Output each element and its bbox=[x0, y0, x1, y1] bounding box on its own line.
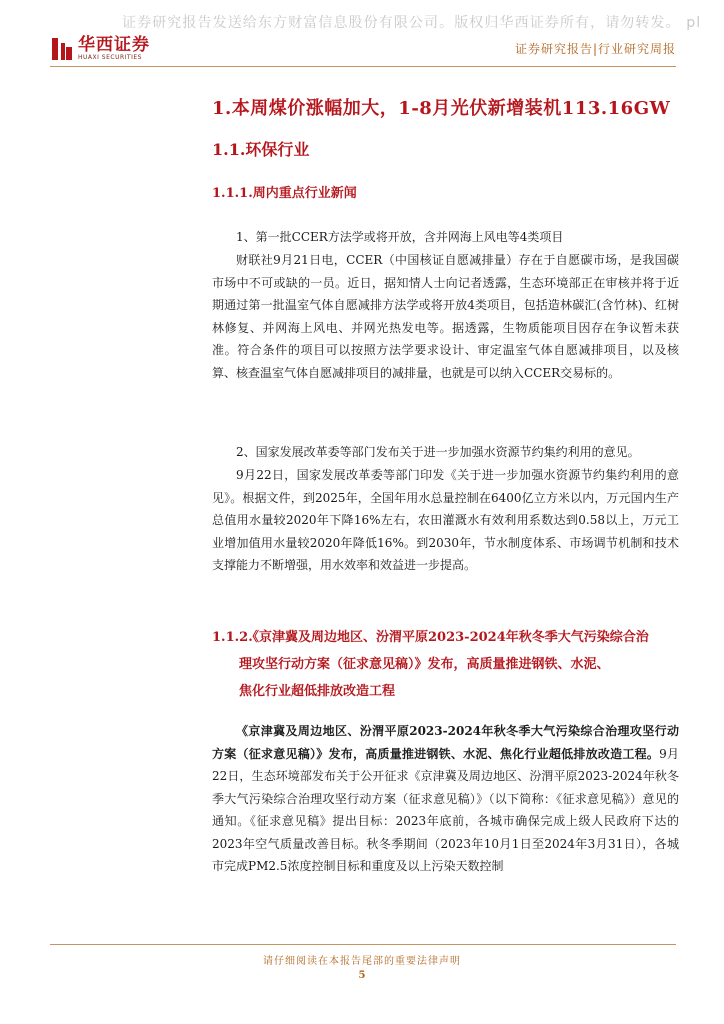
logo-icon bbox=[52, 38, 72, 60]
section-title-line-1: 《京津冀及周边地区、汾渭平原2023-2024年秋冬季大气污染综合治 bbox=[246, 630, 649, 645]
logo-name-en: HUAXI SECURITIES bbox=[78, 54, 142, 61]
news-2-headline: 2、国家发展改革委等部门发布关于进一步加强水资源节约集约利用的意见。 bbox=[236, 445, 640, 459]
company-logo bbox=[52, 36, 150, 62]
footer-divider bbox=[50, 944, 676, 945]
page-number: 5 bbox=[358, 970, 366, 981]
section-1-heading: 1.本周煤价涨幅加大，1-8月光伏新增装机113.16GW bbox=[212, 98, 671, 119]
header-divider bbox=[50, 66, 676, 67]
section-1-1-1-heading: 1.1.1.周内重点行业新闻 bbox=[212, 186, 357, 201]
section-title-line-3: 焦化行业超低排放改造工程 bbox=[239, 684, 396, 699]
news-3-body: 9月22日，生态环境部发布关于公开征求《京津冀及周边地区、汾渭平原2023-2024年秋冬季大气污染综合治理攻坚行动方案（征求意见稿）》（以下简称：《征求意见稿》）意见的通知。《征求意见稿》提出目标：2023年底前，各城市确保完成上级人民政府下达的2023年空气质量改善目标。秋冬季期间（2023年10月1日至2024年3月31日），各城市完成PM2.5浓度控制目标和重度及以上污染天数控制 bbox=[212, 746, 679, 873]
section-title-line-2: 理攻坚行动方案（征求意见稿）》发布，高质量推进钢铁、水泥、 bbox=[239, 657, 610, 672]
news-1-headline: 1、第一批CCER方法学或将开放，含并网海上风电等4类项目 bbox=[236, 230, 564, 244]
news-3-bold-lead: 《京津冀及周边地区、汾渭平原2023-2024年秋冬季大气污染综合治理攻坚行动方案（征求意见稿）》发布，高质量推进钢铁、水泥、焦化行业超低排放改造工程。 bbox=[212, 724, 679, 761]
legal-disclaimer: 请仔细阅读在本报告尾部的重要法律声明 bbox=[263, 956, 461, 967]
news-3-paragraph bbox=[212, 720, 679, 878]
news-1-body: 财联社9月21日电，CCER（中国核证自愿减排量）存在于自愿碳市场，是我国碳市场中不可或缺的一员。近日，据知情人士向记者透露，生态环境部正在审核并将于近期通过第一批温室气体自愿减排方法学或将开放4类项目，包括造林碳汇(含竹林)、红树林修复、并网海上风电、并网光热发电等。据透露，生物质能项目因存在争议暂未获准。符合条件的项目可以按照方法学要求设计、审定温室气体自愿减排项目，以及核算、核查温室气体自愿减排项目的减排量，也就是可以纳入CCER交易标的。 bbox=[212, 253, 679, 380]
report-type-label: 证券研究报告|行业研究周报 bbox=[514, 42, 676, 56]
watermark-text: 证券研究报告发送给东方财富信息股份有限公司。版权归华西证券所有，请勿转发。 pl bbox=[122, 15, 702, 31]
news-2-body: 9月22日，国家发展改革委等部门印发《关于进一步加强水资源节约集约利用的意见》。根据文件，到2025年，全国年用水总量控制在6400亿立方米以内，万元国内生产总值用水量较2020年下降16%左右，农田灌溉水有效利用系数达到0.58以上，万元工业增加值用水量较2020年降低16%。到2030年，节水制度体系、市场调节机制和技术支撑能力不断增强，用水效率和效益进一步提高。 bbox=[212, 468, 679, 572]
section-1-1-heading: 1.1.环保行业 bbox=[212, 140, 310, 159]
section-1-1-2-heading bbox=[212, 624, 700, 705]
logo-name-cn: 华西证券 bbox=[78, 35, 150, 55]
section-number: 1.1.2. bbox=[212, 630, 253, 645]
